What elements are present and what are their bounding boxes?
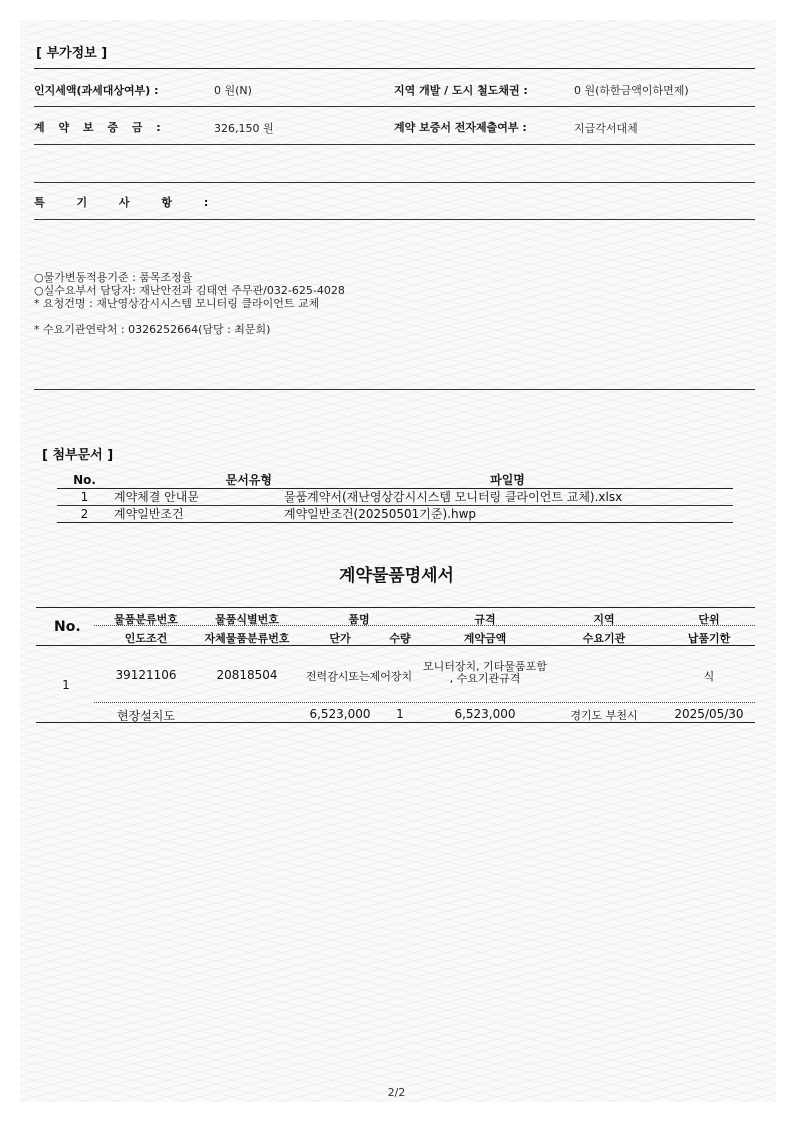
items-col-own-class-header: 자체물품분류번호 <box>204 632 290 645</box>
attachment-no: 2 <box>80 507 89 521</box>
divider <box>34 182 755 183</box>
e-submit-value: 지급각서대체 <box>574 122 638 135</box>
table-row <box>57 506 733 523</box>
attachment-type: 계약체결 안내문 <box>114 490 199 504</box>
items-col-unit-header: 단위 <box>698 613 720 626</box>
item-delivery: 현장설치도 <box>117 709 175 723</box>
attachment-file-link[interactable]: 물품계약서(재난영상감시시스템 모니터링 클라이언트 교체).xlsx <box>284 490 623 504</box>
stamp-tax-label: 인지세액(과세대상여부) : <box>34 84 159 97</box>
bond-label: 지역 개발 / 도시 철도채권 : <box>394 84 528 97</box>
attachments-title: [ 첨부문서 ] <box>42 448 114 463</box>
items-col-deadline-header: 납품기한 <box>687 632 731 645</box>
deposit-label: 계 약 보 증 금 : <box>34 121 166 134</box>
divider <box>34 219 755 220</box>
item-no: 1 <box>62 678 70 692</box>
attachments-table <box>57 472 733 523</box>
extra-info-title: [ 부가정보 ] <box>36 46 108 61</box>
divider <box>36 607 755 608</box>
items-col-price-header: 단가 <box>329 632 351 645</box>
item-deadline: 2025/05/30 <box>674 707 744 721</box>
attachment-file-link[interactable]: 계약일반조건(20250501기준).hwp <box>284 507 477 521</box>
items-col-agency-header: 수요기관 <box>582 632 626 645</box>
items-col-delivery-header: 인도조건 <box>124 632 168 645</box>
special-note: ○물가변동적용기준 : 품목조정율 <box>34 271 193 284</box>
page-number: 2/2 <box>387 1086 406 1099</box>
col-file-header: 파일명 <box>490 473 525 487</box>
items-col-region-header: 지역 <box>593 613 615 626</box>
special-note: * 요청건명 : 재난영상감시시스템 모니터링 클라이언트 교체 <box>34 297 320 310</box>
item-spec-line1: 모니터장치, 기타물품포함 <box>423 660 547 673</box>
table-header-row <box>57 472 733 489</box>
item-name: 전력감시또는제어장치 <box>305 670 413 683</box>
item-price: 6,523,000 <box>309 707 371 721</box>
attachment-no: 1 <box>80 490 89 504</box>
divider <box>34 389 755 390</box>
items-col-id-header: 물품식별번호 <box>215 613 279 626</box>
col-no-header: No. <box>73 473 96 487</box>
deposit-value: 326,150 원 <box>214 122 274 135</box>
item-spec-line2: , 수요기관규격 <box>449 672 521 685</box>
special-note: ○실수요부서 담당자: 재난안전과 김태연 주무관/032-625-4028 <box>34 284 345 297</box>
bond-value: 0 원(하한금액이하면제) <box>574 84 689 97</box>
items-col-class-header: 물품분류번호 <box>114 613 178 626</box>
items-col-no-header: No. <box>54 619 81 635</box>
e-submit-label: 계약 보증서 전자제출여부 : <box>394 121 527 134</box>
items-col-spec-header: 규격 <box>474 613 496 626</box>
item-id-no: 20818504 <box>216 668 278 682</box>
item-unit: 식 <box>703 670 715 683</box>
item-class-no: 39121106 <box>115 668 177 682</box>
items-col-name-header: 품명 <box>348 613 370 626</box>
table-row <box>57 489 733 506</box>
divider <box>36 722 755 723</box>
divider <box>94 702 755 703</box>
items-title: 계약물품명세서 <box>339 566 454 586</box>
item-qty: 1 <box>396 707 404 721</box>
stamp-tax-value: 0 원(N) <box>214 84 252 97</box>
attachment-type: 계약일반조건 <box>114 507 184 521</box>
divider <box>34 68 755 69</box>
divider <box>34 106 755 107</box>
item-amount: 6,523,000 <box>454 707 516 721</box>
divider <box>34 144 755 145</box>
items-col-qty-header: 수량 <box>389 632 411 645</box>
special-notes-label: 특 기 사 항 : <box>34 196 223 209</box>
items-col-amount-header: 계약금액 <box>463 632 507 645</box>
col-type-header: 문서유형 <box>225 473 272 487</box>
item-agency: 경기도 부천시 <box>570 709 638 722</box>
special-note: * 수요기관연락처 : 0326252664(담당 : 최문희) <box>34 323 271 336</box>
